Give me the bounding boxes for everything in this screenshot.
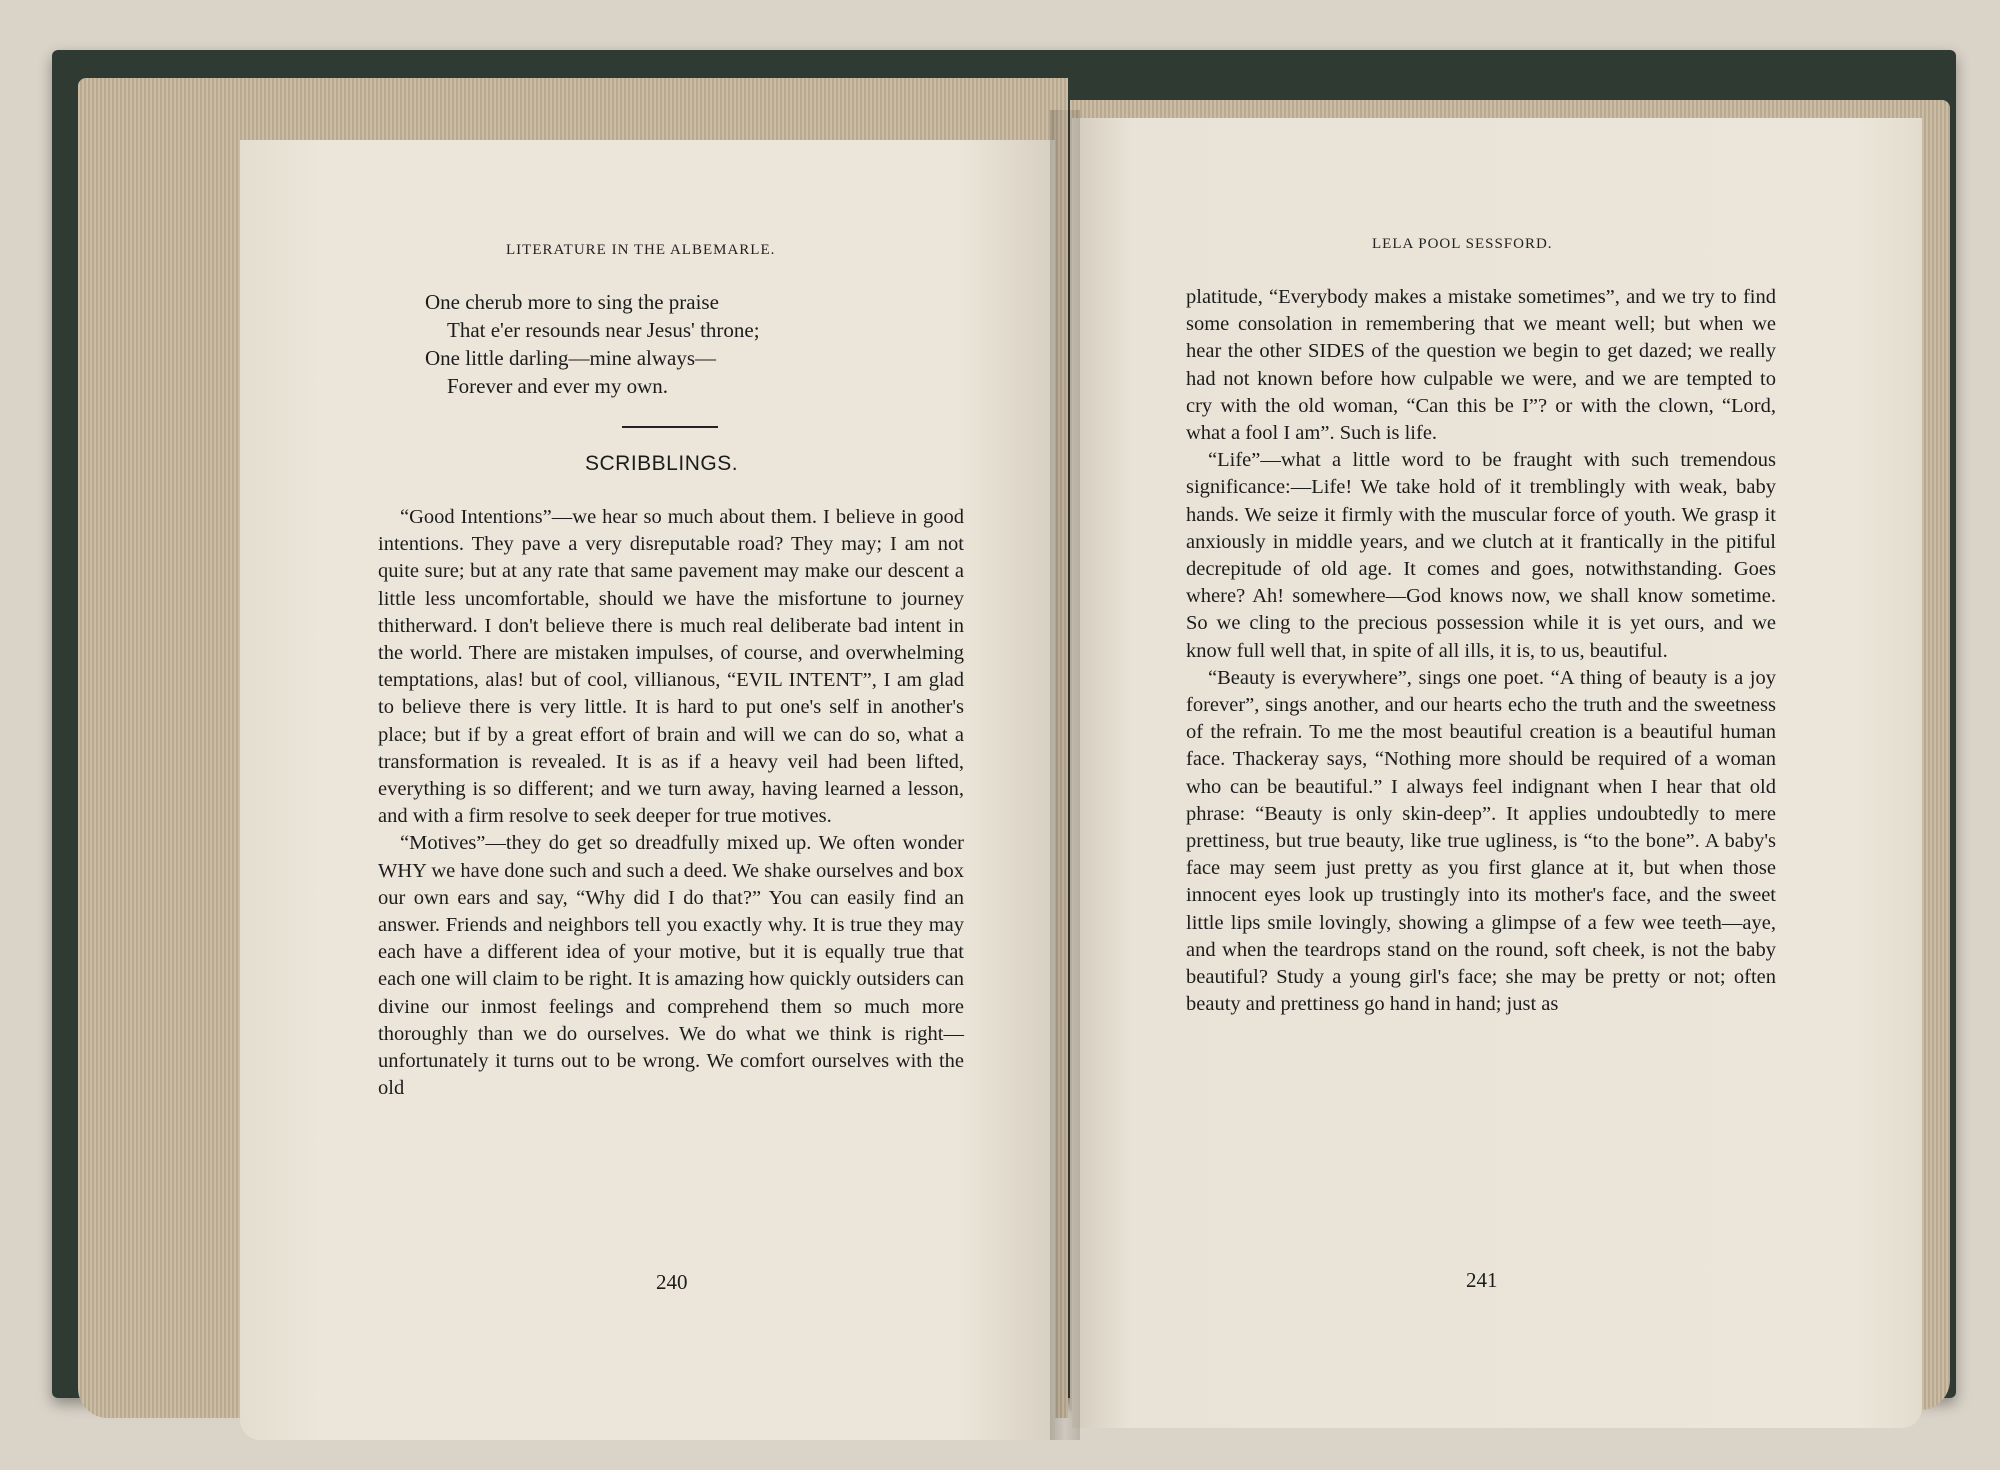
right-running-head: LELA POOL SESSFORD.: [1372, 236, 1553, 252]
book-gutter: [1050, 110, 1080, 1440]
paragraph: “Beauty is everywhere”, sings one poet. “A thing of beauty is a joy forever”, sings another, and our hearts echo the truth and the sweetness of the refrain. To me the most beautiful creation is a beautiful human face. Thackeray says, “Nothing more should be required of a woman who can be beautiful.” I always feel indignant when I hear that old phrase: “Beauty is only skin-deep”. It applies undoubtedly to mere prettiness, but true beauty, like true ugliness, is “to the bone”. A baby's face may seem just pretty as you first glance at it, but when those innocent eyes look up trustingly into its mother's face, and the sweet little lips smile lovingly, showing a glimpse of a few wee teeth—aye, and when the teardrops stand on the round, soft cheek, is not the baby beautiful? Study a young girl's face; she may be pretty or not; often beauty and prettiness go hand in hand; just as: [1186, 666, 1776, 1016]
paragraph: “Life”—what a little word to be fraught with such tremendous significance:—Life! We take hold of it tremblingly with weak, baby hands. We seize it firmly with the muscular force of youth. We grasp it anxiously in middle years, and we clutch at it frantically in the pitiful decrepitude of old age. It comes and goes, notwithstanding. Goes where? Ah! somewhere—God knows now, we shall know sometime. So we cling to the precious possession while it is yet ours, and we know full well that, in spite of all ills, it is, to us, beautiful.: [1186, 449, 1776, 662]
paragraph: “Motives”—they do get so dreadfully mixed up. We often wonder WHY we have done such and such a deed. We shake ourselves and box our own ears and say, “Why did I do that?” You can easily find an answer. Friends and neighbors tell you exactly why. It is true they may each have a different idea of your motive, but it is equally true that each one will claim to be right. It is amazing how quickly outsiders can divine our inmost feelings and comprehend them so much more thoroughly than we do ourselves. We do what we think is right—unfortunately it turns out to be wrong. We comfort ourselves with the old: [378, 832, 964, 1100]
section-title: SCRIBBLINGS.: [585, 452, 739, 475]
poem-line: One cherub more to sing the praise: [425, 290, 719, 314]
left-running-head: LITERATURE IN THE ALBEMARLE.: [506, 242, 776, 258]
right-body-text: [1186, 284, 1776, 1018]
right-page-number: 241: [1466, 1268, 1498, 1292]
paragraph: “Good Intentions”—we hear so much about them. I believe in good intentions. They pave a very disreputable road? They may; I am not quite sure; but at any rate that same pavement may make our descent a little less uncomfortable, should we have the misfortune to journey thitherward. I don't believe there is much real deliberate bad intent in the world. There are mistaken impulses, of course, and overwhelming temptations, alas! but of cool, villianous, “EVIL INTENT”, I am glad to believe there is very little. It is hard to put one's self in another's place; but if by a great effort of brain and will we can do so, what a transformation is revealed. It is as if a heavy veil had been lifted, everything is so different; and we turn away, having learned a lesson, and with a firm resolve to seek deeper for true motives.: [378, 506, 964, 828]
poem-line: One little darling—mine always—: [425, 346, 717, 370]
poem-stanza: [425, 288, 760, 400]
left-page-number: 240: [656, 1270, 688, 1294]
paragraph: platitude, “Everybody makes a mistake sometimes”, and we try to find some consolation in remembering that we meant well; but when we hear the other SIDES of the question we begin to get dazed; we really had not known before how culpable we were, and we are tempted to cry with the old woman, “Can this be I”? or with the clown, “Lord, what a fool I am”. Such is life.: [1186, 286, 1776, 445]
section-divider: [622, 426, 718, 428]
left-body-text: [378, 504, 964, 1102]
poem-line: That e'er resounds near Jesus' throne;: [447, 318, 760, 342]
poem-line: Forever and ever my own.: [447, 374, 669, 398]
